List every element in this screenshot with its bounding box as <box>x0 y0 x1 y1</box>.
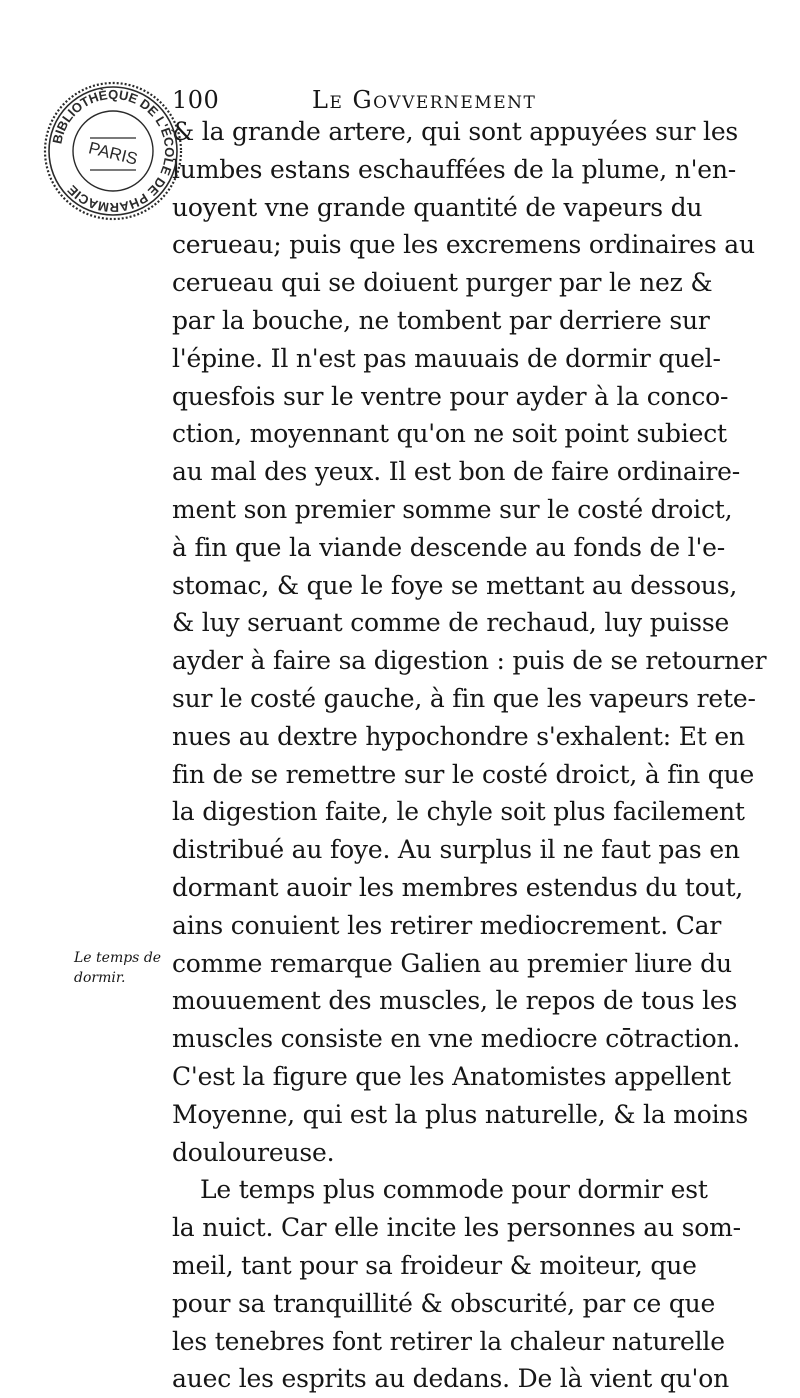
text-line: dormant auoir les membres estendus du tout, <box>172 872 744 902</box>
stamp-ring-text: BIBLIOTHÈQUE DE L'ÉCOLE DE PHARMACIE <box>49 86 178 216</box>
text-line: au mal des yeux. Il est bon de faire ordinaire- <box>172 457 741 487</box>
text-line: pour sa tranquillité & obscurité, par ce que <box>172 1288 716 1318</box>
text-line: mouuement des muscles, le repos de tous les <box>172 986 738 1016</box>
text-line: sur le costé gauche, à fin que les vapeurs rete- <box>172 683 756 713</box>
text-line: l'épine. Il n'est pas mauuais de dormir quel- <box>172 343 721 373</box>
text-line: auec les esprits au dedans. De là vient qu'on <box>172 1364 729 1394</box>
running-head <box>172 86 652 116</box>
marginal-note <box>74 948 174 988</box>
body-text <box>172 113 767 1398</box>
text-line: nues au dextre hypochondre s'exhalent: Et en <box>172 721 745 751</box>
text-line: quesfois sur le ventre pour ayder à la conco- <box>172 381 729 411</box>
text-line: C'est la figure que les Anatomistes appellent <box>172 1061 731 1091</box>
text-line: fin de se remettre sur le costé droict, à fin que <box>172 759 755 789</box>
text-line: Moyenne, qui est la plus naturelle, & la moins <box>172 1099 748 1129</box>
paragraph-2 <box>172 1171 741 1398</box>
text-line: ction, moyennant qu'on ne soit point subiect <box>172 419 727 449</box>
text-line: muscles consiste en vne mediocre cōtraction. <box>172 1024 741 1054</box>
running-title: Le Govvernement <box>312 86 537 114</box>
text-line: uoyent vne grande quantité de vapeurs du <box>172 192 703 222</box>
text-line: & luy seruant comme de rechaud, luy puisse <box>172 608 730 638</box>
text-line: les tenebres font retirer la chaleur naturelle <box>172 1326 725 1356</box>
text-line: ayder à faire sa digestion : puis de se retourner <box>172 646 767 676</box>
text-line: la nuict. Car elle incite les personnes au som- <box>172 1213 741 1243</box>
text-line: distribué au foye. Au surplus il ne faut pas en <box>172 835 740 865</box>
text-line: à fin que la viande descende au fonds de l'e- <box>172 532 725 562</box>
marginal-note-line: Le temps de <box>74 950 162 966</box>
text-line: lumbes estans eschauffées de la plume, n'en- <box>172 154 737 184</box>
text-line: comme remarque Galien au premier liure du <box>172 948 732 978</box>
text-line: cerueau; puis que les excremens ordinaires au <box>172 230 755 260</box>
text-line: Le temps plus commode pour dormir est <box>200 1175 708 1205</box>
paragraph-1 <box>172 113 767 1171</box>
text-line: par la bouche, ne tombent par derriere sur <box>172 305 710 335</box>
text-line: ains conuient les retirer mediocrement. Car <box>172 910 722 940</box>
text-line: stomac, & que le foye se mettant au dessous, <box>172 570 738 600</box>
text-line: & la grande artere, qui sont appuyées sur les <box>172 117 739 146</box>
stamp-center-text: PARIS <box>86 138 140 169</box>
marginal-note-line: dormir. <box>74 970 126 986</box>
text-line: ment son premier somme sur le costé droict, <box>172 494 733 524</box>
library-stamp <box>38 76 188 226</box>
text-line: meil, tant pour sa froideur & moiteur, que <box>172 1250 697 1280</box>
text-line: la digestion faite, le chyle soit plus facilement <box>172 797 745 827</box>
page-number: 100 <box>172 86 220 114</box>
text-line: cerueau qui se doiuent purger par le nez & <box>172 268 713 298</box>
text-line: douloureuse. <box>172 1137 335 1167</box>
